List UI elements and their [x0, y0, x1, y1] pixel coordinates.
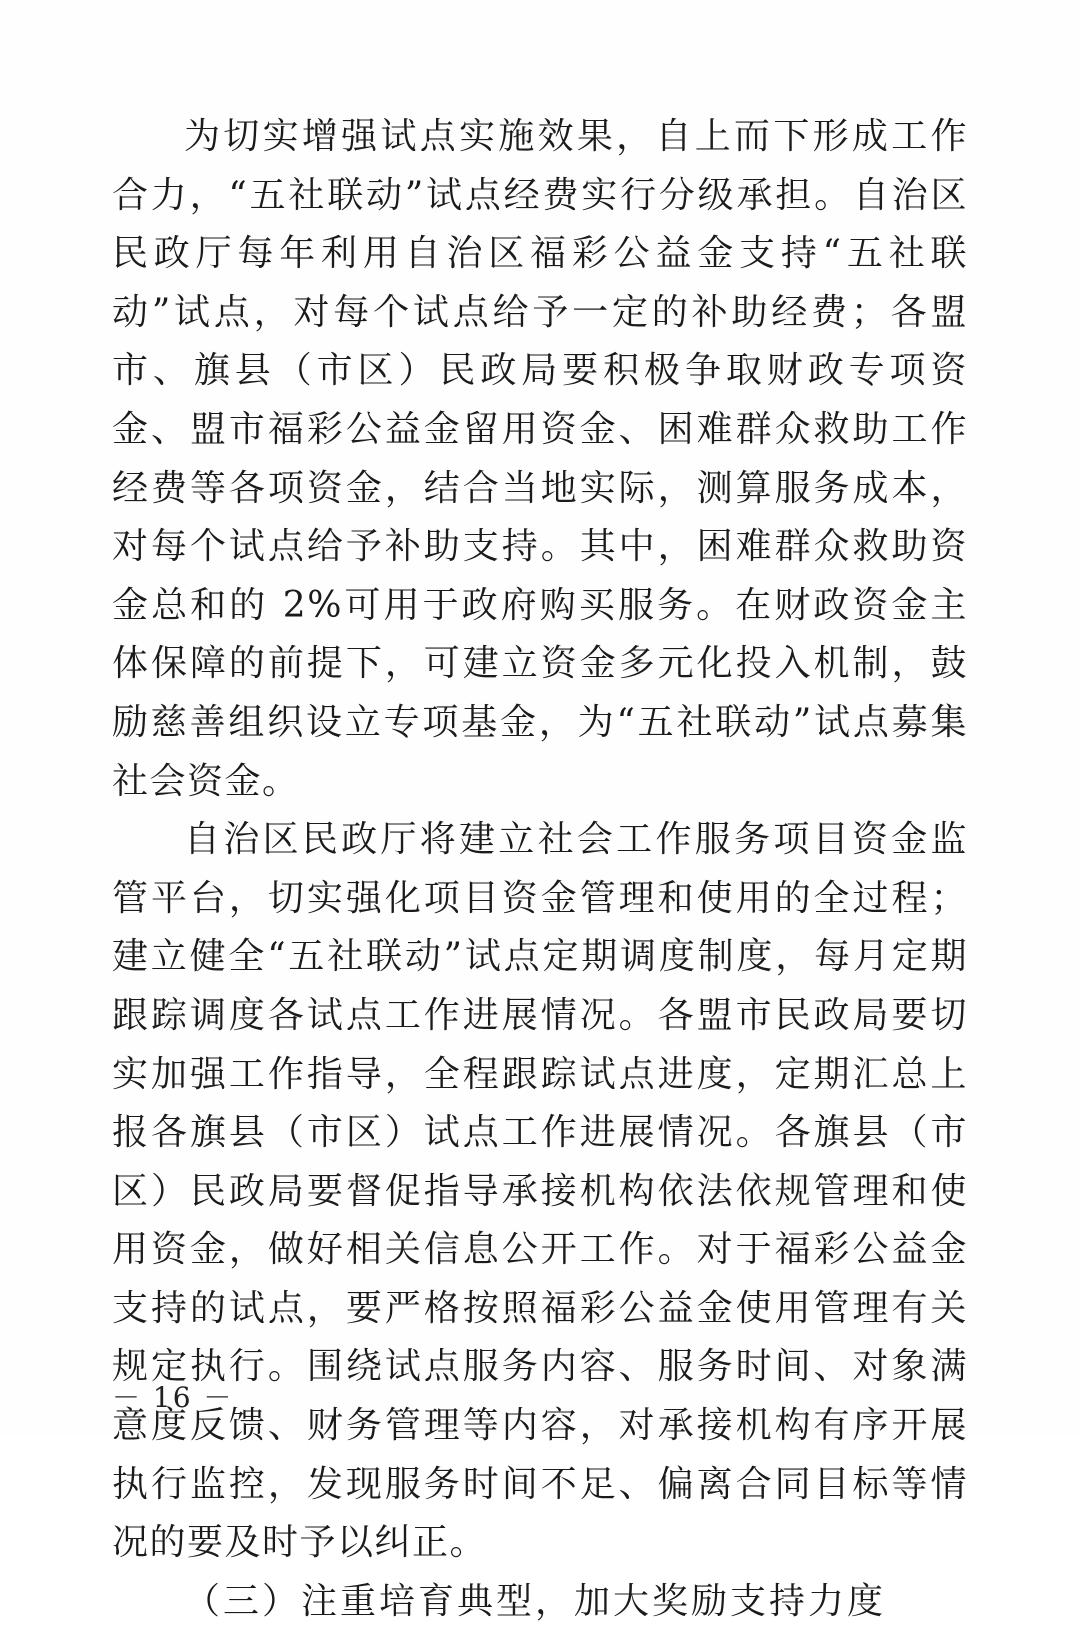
document-body [112, 108, 968, 1631]
paragraph-funding: 为切实增强试点实施效果，自上而下形成工作合力，“五社联动”试点经费实行分级承担。自治区民政厅每年利用自治区福彩公益金支持“五社联动”试点，对每个试点给予一定的补助经费；各盟市、旗县（市区）民政局要积极争取财政专项资金、盟市福彩公益金留用资金、困难群众救助工作经费等各项资金，结合当地实际，测算服务成本，对每个试点给予补助支持。其中，困难群众救助资金总和的 2%可用于政府购买服务。在财政资金主体保障的前提下，可建立资金多元化投入机制，鼓励慈善组织设立专项基金，为“五社联动”试点募集社会资金。 [112, 116, 968, 802]
paragraph-supervision: 自治区民政厅将建立社会工作服务项目资金监管平台，切实强化项目资金管理和使用的全过程；建立健全“五社联动”试点定期调度制度，每月定期跟踪调度各试点工作进展情况。各盟市民政局要切实加强工作指导，全程跟踪试点进度，定期汇总上报各旗县（市区）试点工作进展情况。各旗县（市区）民政局要督促指导承接机构依法依规管理和使用资金，做好相关信息公开工作。对于福彩公益金支持的试点，要严格按照福彩公益金使用管理有关规定执行。围绕试点服务内容、服务时间、对象满意度反馈、财务管理等内容，对承接机构有序开展执行监控，发现服务时间不足、偏离合同目标等情况的要及时予以纠正。 [112, 819, 968, 1564]
page-number: － 16 － [112, 1381, 234, 1414]
section-heading: （三）注重培育典型，加大奖励支持力度 [184, 1580, 887, 1622]
